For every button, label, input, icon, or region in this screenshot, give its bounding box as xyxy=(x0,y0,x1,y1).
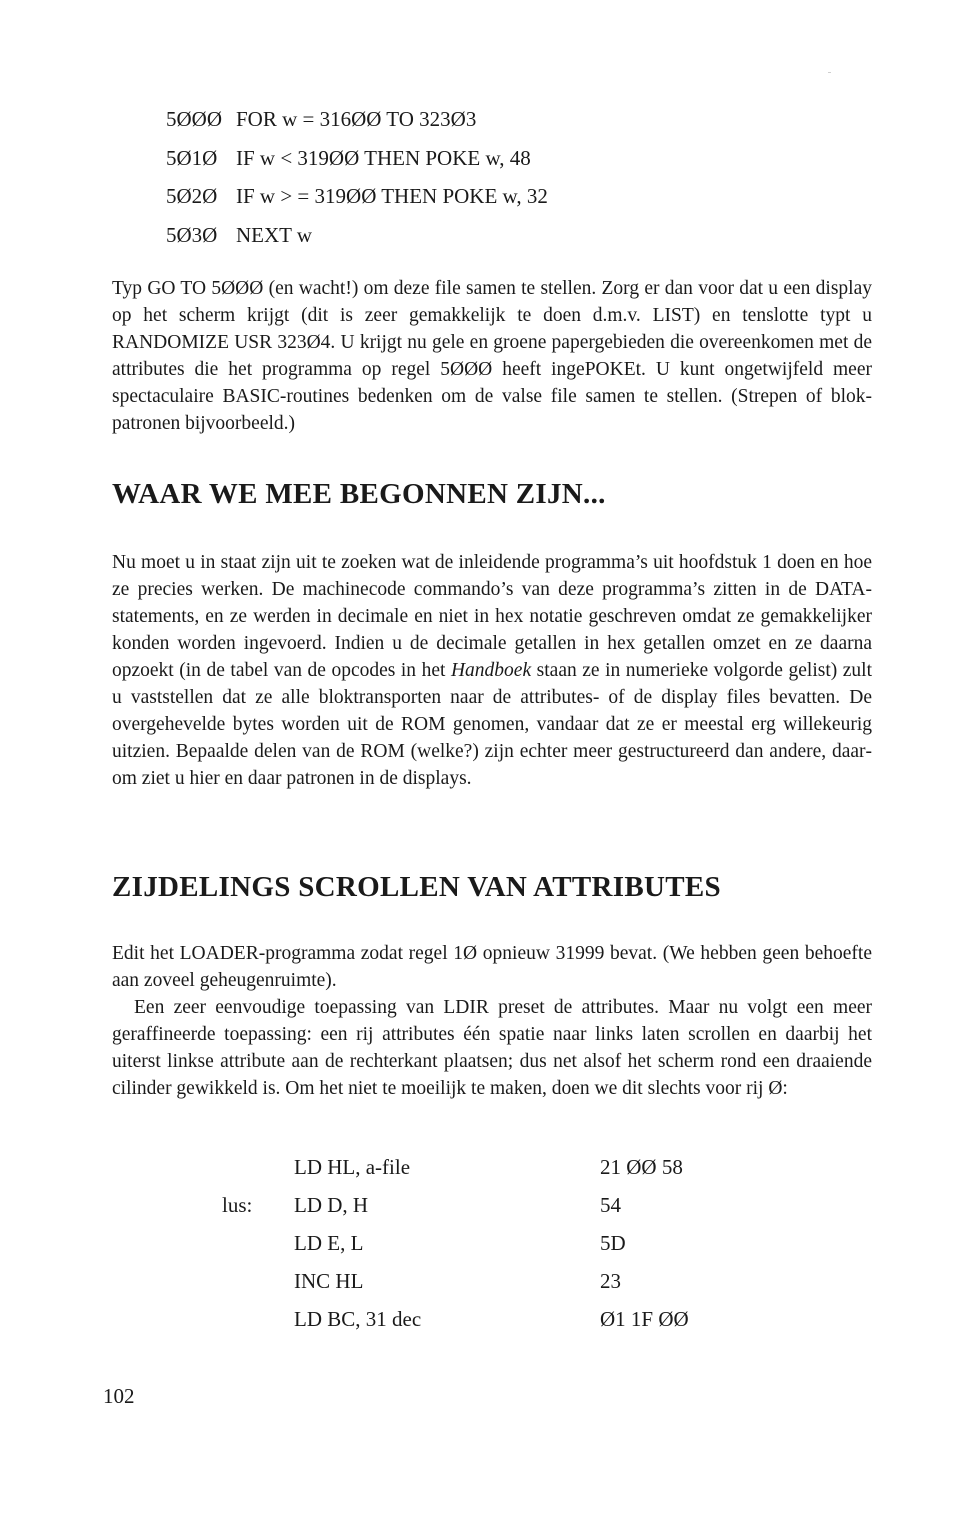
line-code: IF w > = 319ØØ THEN POKE w, 32 xyxy=(236,184,548,208)
asm-instruction: LD D, H xyxy=(294,1193,369,1217)
line-code: NEXT w xyxy=(236,222,313,247)
asm-instruction: LD E, L xyxy=(294,1231,364,1255)
asm-instruction: LD BC, 31 dec xyxy=(294,1307,422,1331)
asm-hex: 54 xyxy=(600,1193,621,1217)
basic-line xyxy=(166,216,548,255)
line-number: 5Ø1Ø xyxy=(166,145,218,170)
book-title-handboek: Handboek xyxy=(450,660,532,681)
asm-hex: 5D xyxy=(600,1231,626,1255)
paragraph-go-to: Typ GO TO 5ØØØ (en wacht!) om deze file samen te stellen. Zorg er dan voor dat u een display op het scherm krijgt (dit is zeer gemakkelijk te doen d.m.v. LIST) en tenslotte typt u RANDOMIZE USR 323Ø4. U krijgt nu gele en groene papergebieden die overeenkomen met de attributes die het programma op regel 5ØØØ heeft ingePOKEt. U kunt ongetwijfeld meer spectaculaire BASIC-routines bedenken om de valse file samen te stellen. (Strepen of blokpatronen bijvoorbeeld.) xyxy=(112,278,872,434)
line-code: IF w < 319ØØ THEN POKE w, 48 xyxy=(236,145,531,170)
basic-line xyxy=(166,100,548,139)
basic-line xyxy=(166,139,548,178)
paragraph-ldir: Een zeer eenvoudige toepassing van LDIR preset de attributes. Maar nu volgt een meer geraffineerde toepassing: een rij attributes één spatie naar links laten scrollen en daarbij het uiterst linkse attribute aan de rechterkant plaatsen; dus net alsof het scherm rond een draaiende cilinder gewikkeld is. Om het niet te moeilijk te maken, doen we dit slechts voor rij Ø: xyxy=(112,997,872,1099)
asm-hex: Ø1 1F ØØ xyxy=(600,1307,689,1331)
asm-label: lus: xyxy=(222,1193,253,1217)
asm-instruction: INC HL xyxy=(294,1269,364,1293)
assembly-row xyxy=(0,1262,970,1300)
basic-line xyxy=(166,177,548,216)
assembly-row xyxy=(0,1224,970,1262)
heading-waar-we-mee-begonnen: WAAR WE MEE BEGONNEN ZIJN... xyxy=(112,478,606,510)
line-number: 5Ø2Ø xyxy=(166,184,218,208)
heading-zijdelings-scrollen: ZIJDELINGS SCROLLEN VAN ATTRIBUTES xyxy=(112,871,721,903)
asm-instruction: LD HL, a-file xyxy=(294,1155,411,1179)
line-number: 5ØØØ xyxy=(166,107,222,131)
basic-listing xyxy=(166,100,548,254)
assembly-listing xyxy=(0,1148,970,1338)
paragraph-loader: Edit het LOADER-programma zodat regel 1Ø opnieuw 31999 bevat. (We hebben geen behoefte aan zoveel geheugenruimte). xyxy=(112,943,872,991)
assembly-row xyxy=(0,1148,970,1186)
paragraph-text: Nu moet u in staat zijn uit te zoeken wat de inleidende programma’s uit hoofdstuk 1 doen en hoe ze precies werken. De machinecode commando’s van deze programma’s zitten in de DATA-statements, en ze werden in decimale en niet in hex notatie geschreven omdat ze gemakkelijker konden worden ingevoerd. Indien u de decimale getallen in hex getallen omzet en ze daarna opzoekt (in de tabel van de opcodes in het xyxy=(112,552,872,681)
paragraph-text: staan ze in numerieke volgorde gelist) zult u vaststellen dat ze alle bloktransporten naar de attributes- of de display files bevatten. De overgehevelde bytes worden uit de ROM genomen, vandaar dat ze er meestal erg willekeurig uitzien. Bepaalde delen van de ROM (welke?) zijn echter meer gestructureerd dan andere, daarom ziet u hier en daar patronen in de displays. xyxy=(112,660,873,789)
paragraph-begonnen xyxy=(112,549,872,792)
assembly-row xyxy=(0,1186,970,1224)
assembly-row xyxy=(0,1300,970,1338)
line-number: 5Ø3Ø xyxy=(166,222,218,247)
line-code: FOR w = 316ØØ TO 323Ø3 xyxy=(236,107,477,131)
asm-hex: 23 xyxy=(600,1269,621,1293)
scan-speck xyxy=(828,72,831,73)
page-number: 102 xyxy=(103,1384,135,1408)
asm-hex: 21 ØØ 58 xyxy=(600,1155,683,1179)
